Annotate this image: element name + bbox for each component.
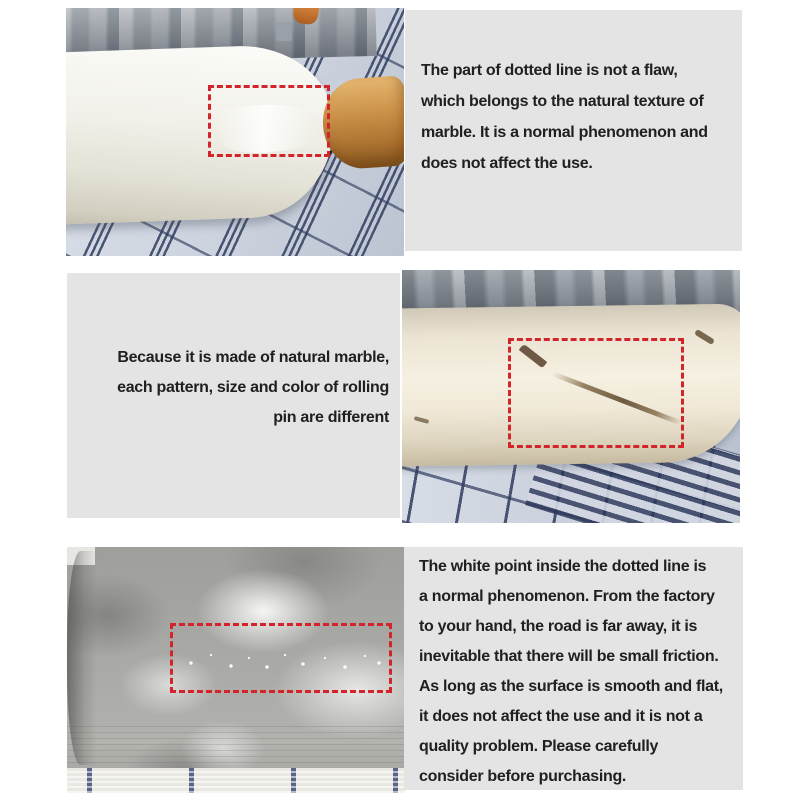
photo-bottom-rolling-pin (67, 547, 405, 793)
caption-line: which belongs to the natural texture of (421, 93, 704, 110)
highlight-dashed-rectangle (508, 338, 684, 448)
pin-grooves (67, 721, 405, 769)
caption-panel-top (405, 10, 742, 251)
caption-line: Because it is made of natural marble, (117, 349, 389, 366)
caption-line: marble. It is a normal phenomenon and (421, 124, 708, 141)
caption-panel-middle (67, 273, 400, 518)
caption-line: inevitable that there will be small friction. (419, 648, 719, 665)
caption-line: each pattern, size and color of rolling (117, 379, 389, 396)
caption-line: a normal phenomenon. From the factory (419, 588, 715, 605)
photo-top-rolling-pin (66, 8, 404, 256)
highlight-dashed-rectangle (170, 623, 392, 693)
caption-line: The part of dotted line is not a flaw, (421, 62, 678, 79)
caption-line: to your hand, the road is far away, it is (419, 618, 698, 635)
background-object (276, 22, 292, 41)
caption-line: The white point inside the dotted line is (419, 558, 707, 575)
striped-cloth (67, 768, 405, 793)
caption-line: does not affect the use. (421, 155, 593, 172)
caption-line: quality problem. Please carefully (419, 738, 659, 755)
caption-panel-bottom (404, 547, 743, 790)
caption-line: consider before purchasing. (419, 768, 627, 785)
photo-middle-rolling-pin (402, 270, 740, 523)
caption-line: it does not affect the use and it is not a (419, 708, 703, 725)
caption-line: pin are different (273, 409, 389, 426)
highlight-dashed-rectangle (208, 85, 330, 157)
caption-line: As long as the surface is smooth and flat, (419, 678, 723, 695)
